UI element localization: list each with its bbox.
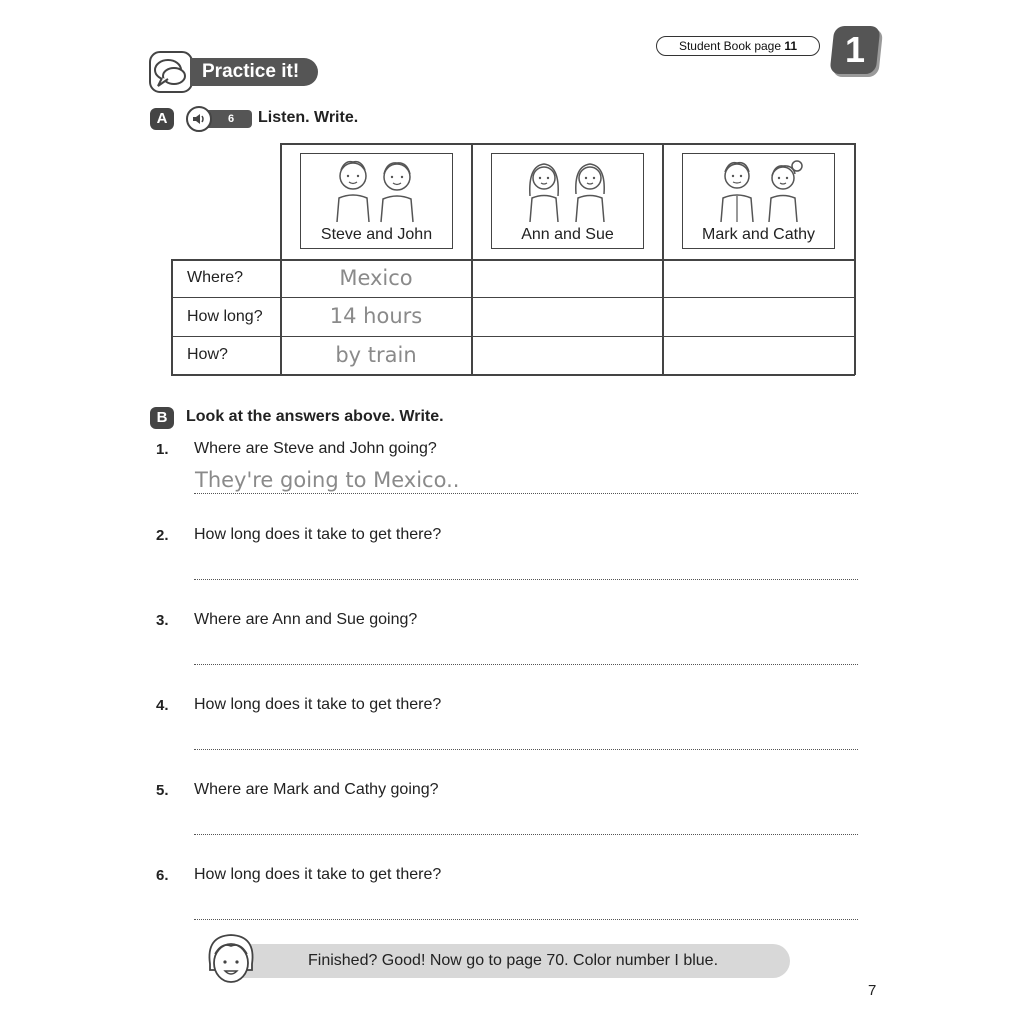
practice-title: Practice it!	[190, 58, 318, 86]
column-label: Ann and Sue	[521, 226, 614, 243]
answer-line[interactable]	[194, 919, 858, 920]
question-number: 5.	[156, 782, 169, 799]
cell-where-ann-sue[interactable]	[472, 266, 662, 294]
picture-steve-and-john	[300, 153, 453, 249]
cell-how-mark-cathy[interactable]	[663, 343, 853, 371]
section-b-badge: B	[150, 407, 174, 429]
section-a-instruction: Listen. Write.	[258, 109, 359, 126]
answer-line[interactable]	[194, 749, 858, 750]
student-book-page-pill	[656, 36, 820, 56]
audio-track-number[interactable]: 6	[202, 110, 252, 128]
finished-banner: Finished? Good! Now go to page 70. Color number I blue.	[236, 944, 790, 978]
answer-line[interactable]	[194, 493, 858, 494]
row-label-how: How?	[187, 346, 228, 363]
boy-and-girl-icon	[683, 156, 833, 226]
question-text: Where are Ann and Sue going?	[194, 611, 418, 628]
question-number: 4.	[156, 697, 169, 714]
girl-face-icon	[202, 930, 260, 990]
two-boys-icon	[301, 156, 451, 226]
picture-mark-and-cathy	[682, 153, 835, 249]
cell-how-long-mark-cathy[interactable]	[663, 304, 853, 332]
unit-number-badge: 1	[829, 26, 880, 74]
column-label: Mark and Cathy	[702, 226, 815, 243]
question-number: 2.	[156, 527, 169, 544]
cell-how-long-ann-sue[interactable]	[472, 304, 662, 332]
picture-ann-and-sue	[491, 153, 644, 249]
question-number: 1.	[156, 441, 169, 458]
page-number: 7	[868, 982, 877, 999]
question-number: 3.	[156, 612, 169, 629]
audio-speaker-icon[interactable]	[186, 106, 212, 132]
answer-line[interactable]	[194, 664, 858, 665]
speech-bubbles-icon	[148, 50, 194, 94]
section-a-badge: A	[150, 108, 174, 130]
answer-line[interactable]	[194, 579, 858, 580]
student-book-page-number: 11	[784, 39, 798, 53]
answer-text[interactable]: They're going to Mexico..	[195, 468, 460, 492]
cell-where-mark-cathy[interactable]	[663, 266, 853, 294]
student-book-label: Student Book page	[678, 39, 782, 53]
cell-how-ann-sue[interactable]	[472, 343, 662, 371]
cell-where-steve-john[interactable]: Mexico	[339, 266, 413, 290]
row-label-how-long: How long?	[187, 308, 263, 325]
two-girls-icon	[492, 156, 642, 226]
question-text: Where are Mark and Cathy going?	[194, 781, 439, 798]
section-b-instruction: Look at the answers above. Write.	[186, 408, 444, 425]
question-text: Where are Steve and John going?	[194, 440, 437, 457]
cell-how-long-steve-john[interactable]: 14 hours	[329, 304, 423, 328]
question-text: How long does it take to get there?	[194, 866, 442, 883]
answer-line[interactable]	[194, 834, 858, 835]
question-text: How long does it take to get there?	[194, 526, 442, 543]
question-text: How long does it take to get there?	[194, 696, 442, 713]
question-number: 6.	[156, 867, 169, 884]
cell-how-steve-john[interactable]: by train	[335, 343, 417, 367]
column-label: Steve and John	[320, 226, 433, 243]
row-label-where: Where?	[187, 269, 244, 286]
